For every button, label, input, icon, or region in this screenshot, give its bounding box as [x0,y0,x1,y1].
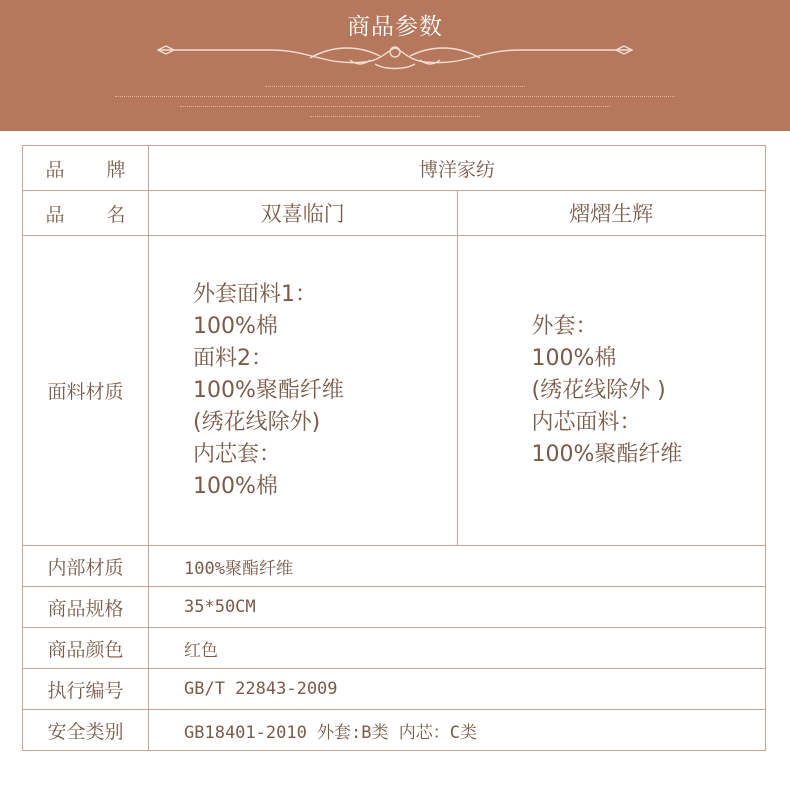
material-left-line: 外套面料1： [193,281,317,307]
color-value: 红色 [149,628,766,669]
safety-label: 安全类别 [23,710,149,751]
material-right-line: 内芯面料： [531,409,642,435]
material-left-line: 内芯套： [193,441,282,467]
color-label: 商品颜色 [23,628,149,669]
inner-material-row [23,546,766,587]
standard-row [23,669,766,710]
name-right-value: 熠熠生辉 [457,191,766,236]
material-left-line: 100%聚酯纤维 [193,377,344,403]
flourish-ornament-icon [150,38,640,78]
name-row [23,191,766,236]
safety-value: GB18401-2010 外套:B类 内芯：C类 [149,710,766,751]
inner-material-value: 100%聚酯纤维 [149,546,766,587]
size-label: 商品规格 [23,587,149,628]
brand-value: 博洋家纺 [149,146,766,191]
header-banner [0,0,790,131]
material-right-value [457,236,766,546]
product-spec-table [22,145,766,751]
material-right-line: (绣花线除外 ) [531,377,666,403]
material-left-line: 面料2： [193,345,273,371]
brand-row [23,146,766,191]
material-left-line: (绣花线除外) [193,409,321,435]
banner-title: 商品参数 [347,14,443,40]
standard-label: 执行编号 [23,669,149,710]
material-left-line: 100%棉 [193,473,278,499]
material-left-line: 100%棉 [193,313,278,339]
material-right-line: 100%聚酯纤维 [531,441,683,467]
material-row [23,236,766,546]
material-right-line: 外套： [531,313,598,339]
brand-label: 品 牌 [23,146,149,191]
size-row [23,587,766,628]
name-label: 品 名 [23,191,149,236]
safety-row [23,710,766,751]
inner-material-label: 内部材质 [23,546,149,587]
size-value: 35*50CM [149,587,766,628]
color-row [23,628,766,669]
name-left-value: 双喜临门 [149,191,458,236]
standard-value: GB/T 22843-2009 [149,669,766,710]
material-right-line: 100%棉 [531,345,617,371]
decorative-fine-text [100,78,690,118]
material-label: 面料材质 [23,236,149,546]
material-left-value [149,236,458,546]
